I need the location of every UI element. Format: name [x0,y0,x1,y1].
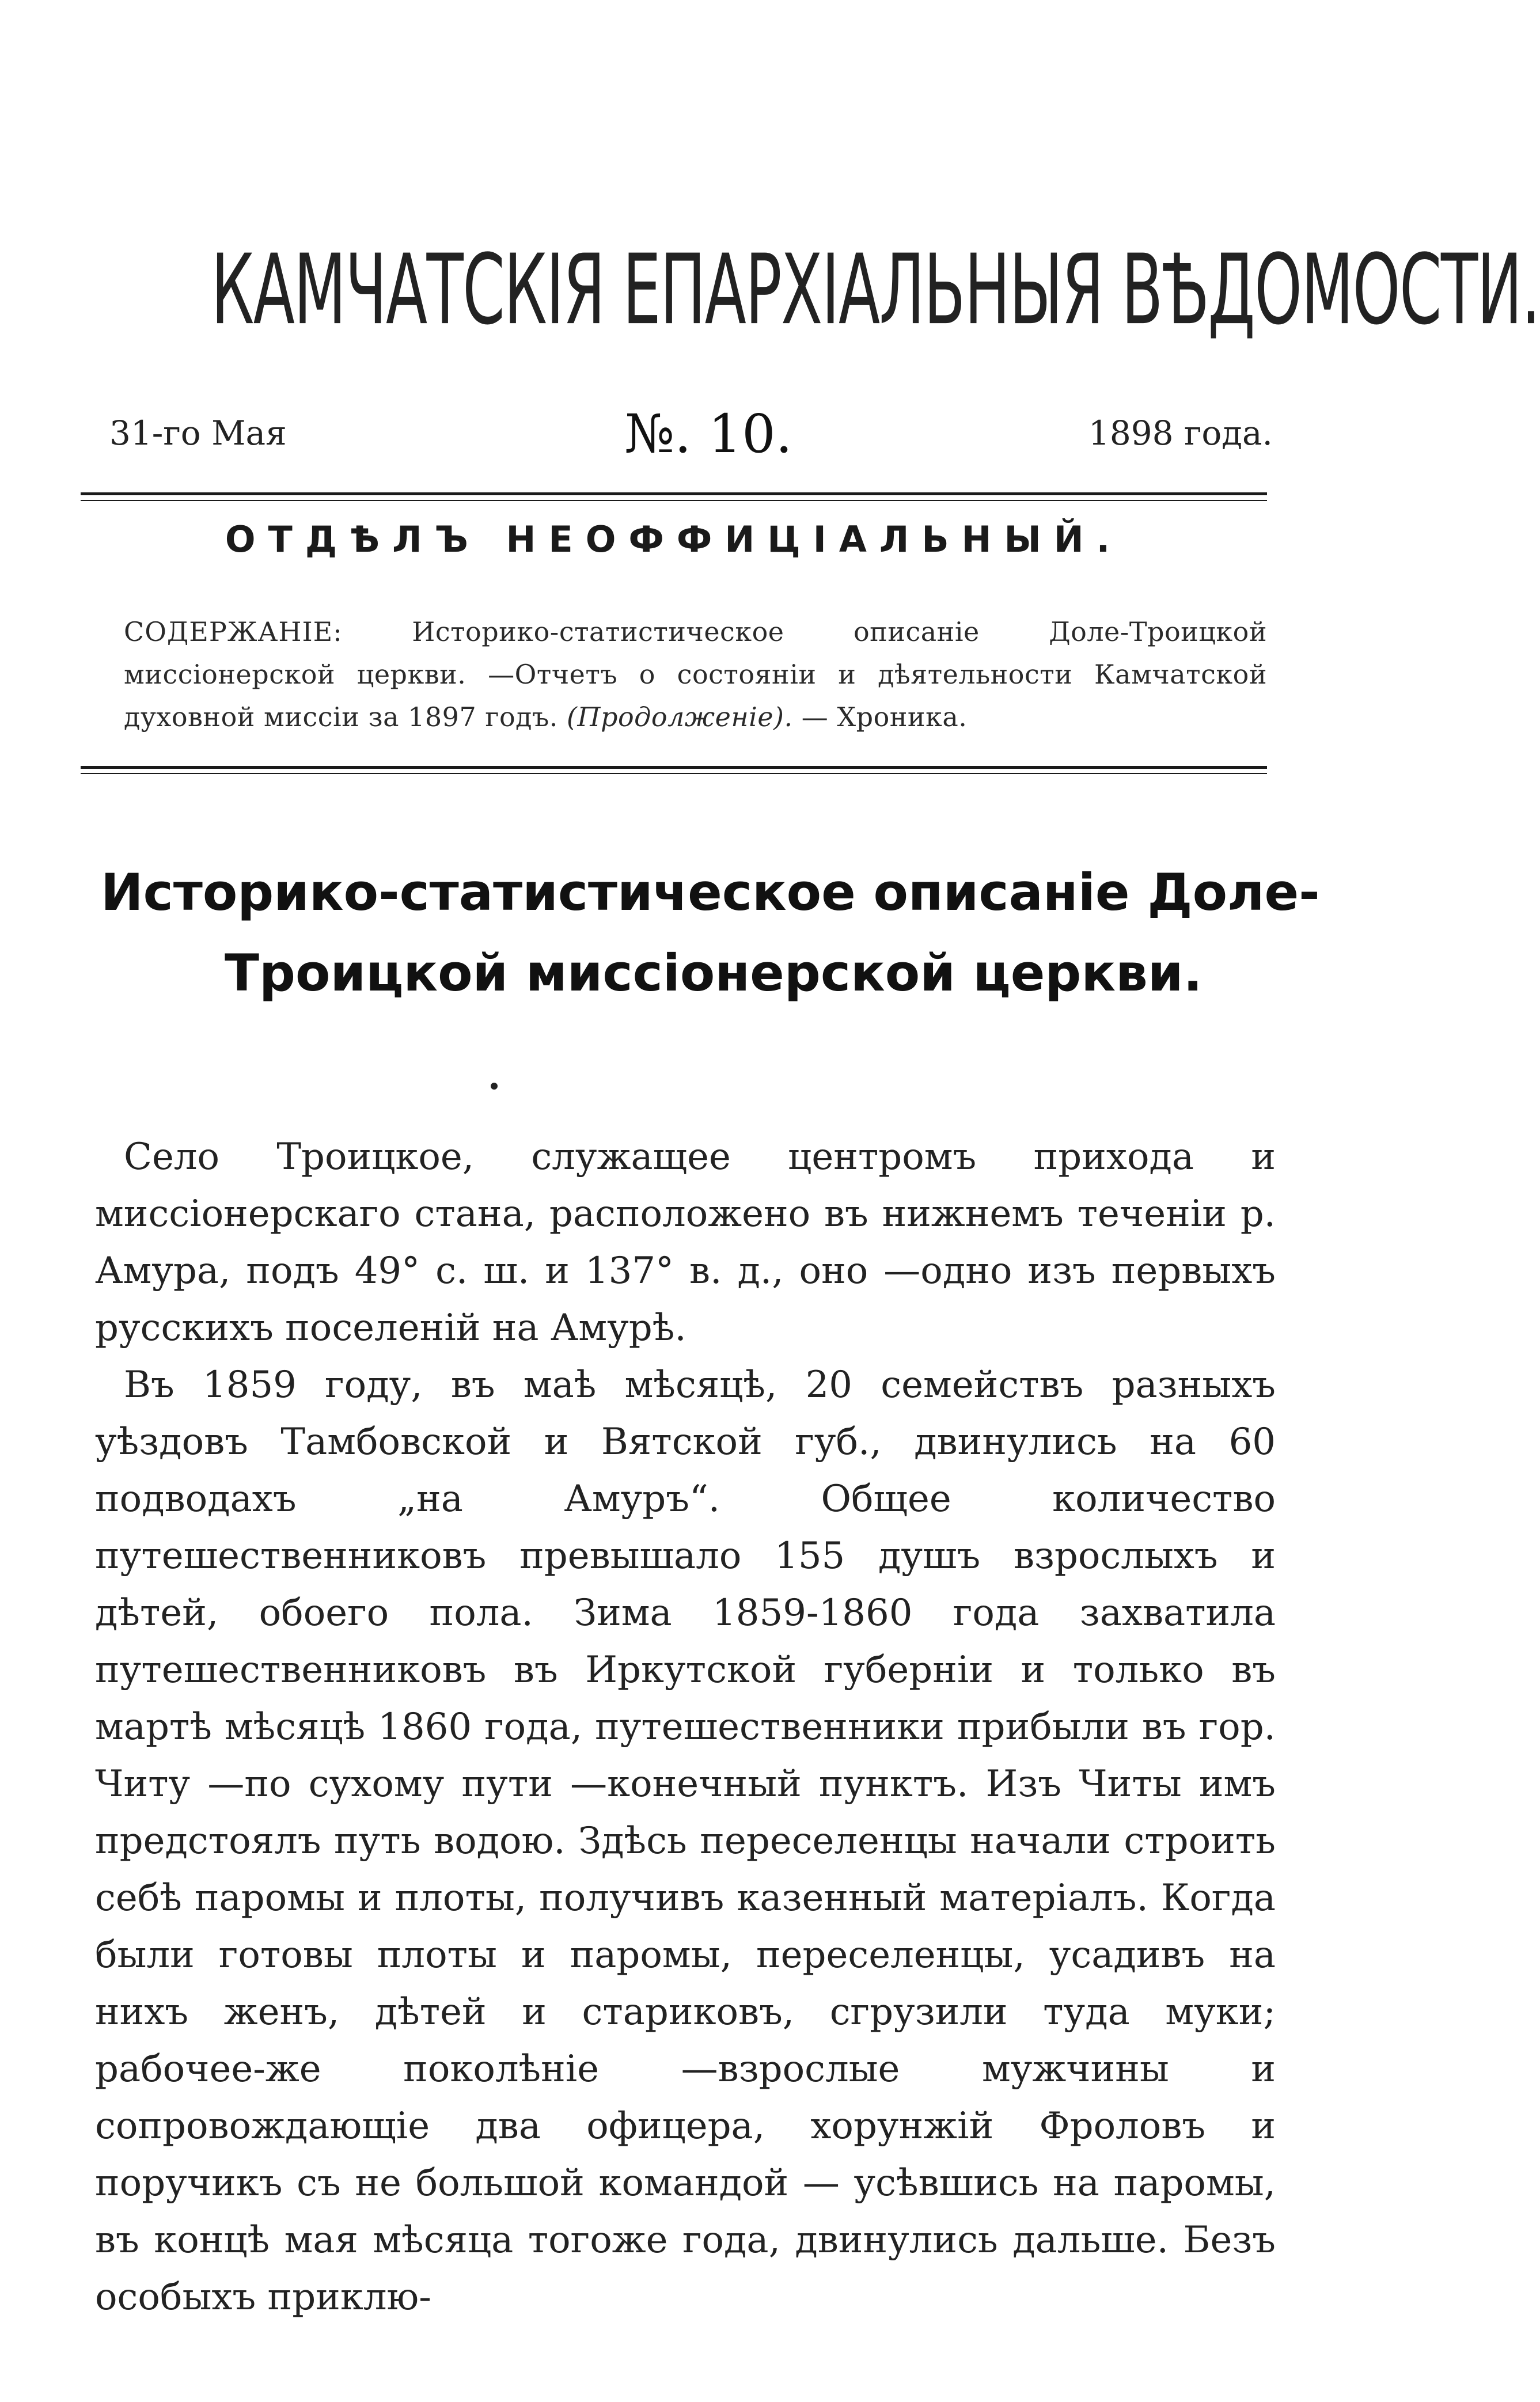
article-title-line-2: Троицкой миссіонерской церкви. [225,943,1203,1003]
paragraph-1-text: Село Троицкое, служащее центромъ прихода и миссіонерскаго стана, расположено въ нижнемъ теченіи р. Амура, подъ 49° с. ш. и 137° в. д., оно —одно изъ первыхъ русскихъ поселеній на Амурѣ. [95,1136,1276,1349]
contents-tail: — Хроника. [792,701,968,733]
issue-year: 1898 года. [1088,413,1273,453]
contents-continued: (Продолженіе). [566,701,793,733]
contents-text: Историко-статистическое описаніе Доле-Троицкой миссіонерской церкви. —Отчетъ о состояніи и дѣятельности Камчатской духовной миссіи за 1897 годъ. [124,616,1267,733]
paragraph [95,1129,1276,1357]
section-label: ОТДѢЛЪ НЕОФФИЦІАЛЬНЫЙ. [225,518,1123,560]
contents-lead: СОДЕРЖАНІЕ: [124,616,343,647]
paragraph-2-text: Въ 1859 году, въ маѣ мѣсяцѣ, 20 семействъ разныхъ уѣздовъ Тамбовской и Вятской губ., двинулись на 60 подводахъ „на Амуръ“. Общее количество путешественниковъ превышало 155 душъ взрослыхъ и дѣтей, обоего пола. Зима 1859-1860 года захватила путешественниковъ въ Иркутской губерніи и только въ мартѣ мѣсяцѣ 1860 года, путешественники прибыли въ гор. Читу —по сухому пути —конечный пунктъ. Изъ Читы имъ предстоялъ путь водою. Здѣсь переселенцы начали строить себѣ паромы и плоты, получивъ казенный матеріалъ. Когда были готовы плоты и паромы, переселенцы, усадивъ на нихъ женъ, дѣтей и стариковъ, сгрузили туда муки; рабочее-же поколѣніе —взрослые мужчины и сопровождающіе два офицера, хорунжій Фроловъ и поручикъ съ не большой командой — усѣвшись на паромы, въ концѣ мая мѣсяца тогоже года, двинулись дальше. Безъ особыхъ приклю- [95,1364,1276,2318]
article-body [95,1129,1276,2326]
article-title-line-1: Историко-статистическое описаніе Доле- [101,863,1320,922]
article-title [101,852,1320,1014]
issue-date: 31-го Мая [109,413,287,453]
table-of-contents [124,610,1267,738]
contents-rule-thick [81,766,1267,769]
masthead-title: КАМЧАТСКІЯ ЕПАРХІАЛЬНЫЯ ВѢДОМОСТИ. [211,234,1540,347]
separator-dot [491,1083,498,1090]
header-rule-thick [81,492,1267,495]
paragraph [95,1357,1276,2326]
issue-number: №. 10. [624,403,792,465]
header-rule-thin [81,500,1267,501]
issue-line [109,403,1273,472]
contents-rule-thin [81,773,1267,774]
